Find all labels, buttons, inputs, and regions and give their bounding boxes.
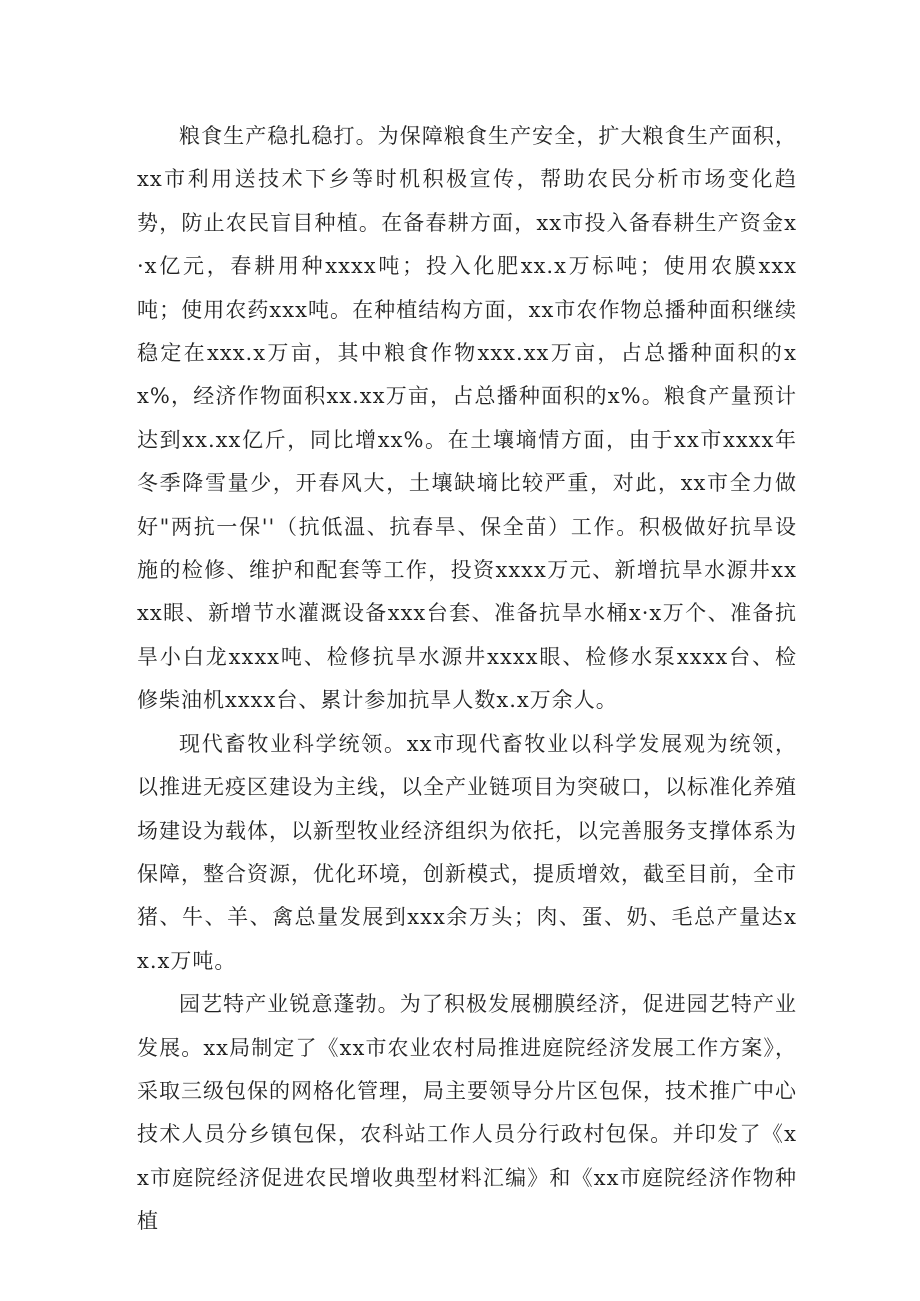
document-body: [137, 115, 797, 1244]
paragraph-horticulture: 园艺特产业锐意蓬勃。为了积极发展棚膜经济，促进园艺特产业发展。xx局制定了《xx市农业农村局推进庭院经济发展工作方案》，采取三级包保的网格化管理，局主要领导分片区包保，技术推广中心技术人员分乡镇包保，农科站工作人员分行政村包保。并印发了《xx市庭院经济促进农民增收典型材料汇编》和《xx市庭院经济作物种植: [137, 992, 797, 1234]
paragraph-grain-production: 粮食生产稳扎稳打。为保障粮食生产安全，扩大粮食生产面积，xx市利用送技术下乡等时机积极宣传，帮助农民分析市场变化趋势，防止农民盲目种植。在备春耕方面，xx市投入备春耕生产资金x·x亿元，春耕用种xxxx吨；投入化肥xx.x万标吨；使用农膜xxx吨；使用农药xxx吨。在种植结构方面，xx市农作物总播种面积继续稳定在xxx.x万亩，其中粮食作物xxx.xx万亩，占总播种面积的xx%，经济作物面积xx.xx万亩，占总播种面积的x%。粮食产量预计达到xx.xx亿斤，同比增xx%。在土壤墒情方面，由于xx市xxxx年冬季降雪量少，开春风大，土壤缺墒比较严重，对此，xx市全力做好"两抗一保''（抗低温、抗春旱、保全苗）工作。积极做好抗旱设施的检修、维护和配套等工作，投资xxxx万元、新增抗旱水源井xxxx眼、新增节水灌溉设备xxx台套、准备抗旱水桶x·x万个、准备抗旱小白龙xxxx吨、检修抗旱水源井xxxx眼、检修水泵xxxx台、检修柴油机xxxx台、累计参加抗旱人数x.x万余人。: [137, 124, 797, 713]
paragraph-animal-husbandry: 现代畜牧业科学统领。xx市现代畜牧业以科学发展观为统领，以推进无疫区建设为主线，以全产业链项目为突破口，以标准化养殖场建设为载体，以新型牧业经济组织为依托，以完善服务支撑体系为保障，整合资源，优化环境，创新模式，提质增效，截至目前，全市猪、牛、羊、禽总量发展到xxx余万头；肉、蛋、奶、毛总产量达xx.x万吨。: [137, 731, 797, 973]
